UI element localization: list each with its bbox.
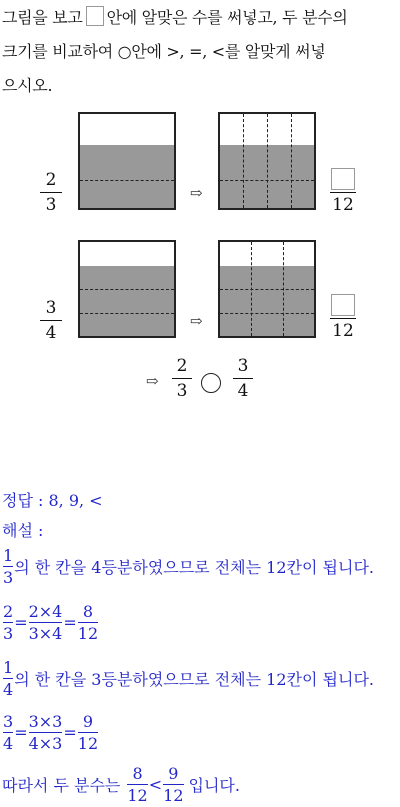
diagram-three-fourths [78, 240, 176, 338]
fraction-numerator: 1 [3, 546, 14, 565]
answer-input-box[interactable] [331, 168, 355, 190]
shaded-region [80, 266, 174, 337]
fraction-eight-twelfths: 8 12 [127, 764, 148, 805]
answer-fraction-1 [330, 168, 356, 215]
fraction-numerator: 3 [237, 356, 249, 376]
fraction-one-fourth [3, 658, 13, 699]
division-line [291, 114, 292, 208]
conclusion-text: 따라서 두 분수는 [2, 776, 121, 795]
question-line-1 [2, 6, 347, 28]
fraction: 2×4 3×4 [28, 602, 63, 643]
arrow-icon: ⇨ [190, 312, 203, 330]
question-line-2: 크기를 비교하여 ○안에 >, =, <를 알맞게 써넣 [2, 42, 326, 61]
fraction-three-fourths [40, 298, 62, 343]
fraction-denominator: 12 [332, 321, 354, 341]
solution-conclusion [2, 764, 240, 805]
arrow-icon: ⇨ [146, 372, 159, 390]
division-line [283, 242, 284, 336]
solution-text: 의 한 칸을 3등분하였으므로 전체는 12칸이 됩니다. [14, 670, 374, 689]
arrow-icon: ⇨ [190, 184, 203, 202]
fraction-two-thirds [40, 170, 62, 215]
division-line [243, 114, 244, 208]
shaded-region [220, 266, 314, 337]
fraction-numerator: 2 [45, 170, 57, 190]
division-line [220, 289, 314, 290]
fraction-denominator: 3 [45, 195, 57, 215]
division-line [80, 180, 174, 181]
fraction-numerator: 2 [176, 356, 188, 376]
fraction-denominator: 4 [45, 323, 57, 343]
shaded-region [80, 145, 174, 208]
fraction-numerator: 1 [3, 658, 14, 677]
fraction-denominator: 3 [176, 381, 188, 401]
fraction: 2 3 [3, 602, 14, 643]
fraction: 3×3 4×3 [28, 712, 63, 753]
answer-box-icon [86, 6, 104, 26]
fraction-denominator: 3 [3, 568, 14, 587]
fraction-numerator: 3 [45, 298, 57, 318]
diagram-twelfths-b [218, 240, 316, 338]
answer-input-box[interactable] [331, 294, 355, 316]
division-line [80, 289, 174, 290]
solution-text: 의 한 칸을 4등분하였으므로 전체는 12칸이 됩니다. [14, 558, 374, 577]
fraction: 8 12 [77, 602, 99, 643]
equals-sign: = [14, 613, 28, 632]
fraction-one-third [3, 546, 13, 587]
question-text-part2: 안에 알맞은 수를 써넣고, 두 분수의 [106, 8, 348, 27]
answer-line: 정답 : 8, 9, < [2, 491, 103, 510]
division-line [267, 114, 268, 208]
equals-sign: = [14, 723, 28, 742]
conclusion-text: 입니다. [188, 776, 240, 795]
division-line [251, 242, 252, 336]
question-line-3: 으시오. [2, 76, 53, 95]
division-line [80, 313, 174, 314]
less-than-sign: < [148, 775, 163, 794]
explanation-label: 해설 : [2, 521, 44, 540]
solution-line-3 [2, 658, 374, 699]
compare-left-fraction [172, 356, 192, 401]
solution-line-4 [2, 712, 99, 753]
division-line [220, 313, 314, 314]
equals-sign: = [63, 613, 77, 632]
fraction-nine-twelfths: 9 12 [163, 764, 184, 805]
fraction: 3 4 [3, 712, 14, 753]
solution-line-1 [2, 546, 374, 587]
fraction-denominator: 4 [237, 381, 249, 401]
question-text-part1: 그림을 보고 [2, 8, 83, 27]
answer-fraction-2 [330, 294, 356, 341]
equals-sign: = [63, 723, 77, 742]
diagram-twelfths-a [218, 112, 316, 210]
compare-right-fraction [233, 356, 253, 401]
fraction: 9 12 [77, 712, 99, 753]
solution-line-2 [2, 602, 99, 643]
compare-circle[interactable] [201, 372, 221, 393]
fraction-denominator: 12 [332, 195, 354, 215]
diagram-two-thirds [78, 112, 176, 210]
fraction-denominator: 4 [3, 680, 14, 699]
